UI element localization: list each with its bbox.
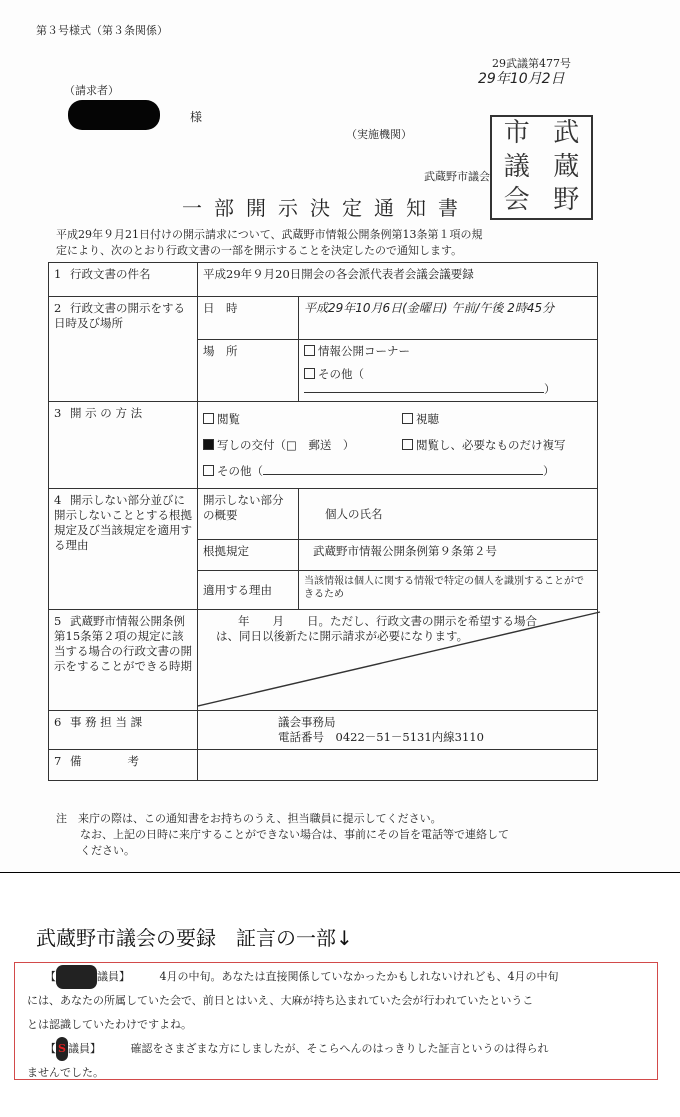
document-subject: 平成29年９月20日開会の各会派代表者会議会議要録	[198, 263, 598, 297]
checked-box-icon	[203, 439, 214, 450]
place-label: 場 所	[198, 340, 299, 402]
seal-char: 野	[553, 185, 580, 216]
redacted-name: S	[56, 1037, 68, 1061]
quote-line: 【 S 議員】 確認をさまざまな方にしましたが、そこらへんのはっきりした証言というのは得られ	[45, 1037, 639, 1061]
implementer-name: 武蔵野市議会	[424, 170, 490, 183]
seal-char: 議	[503, 151, 530, 182]
basis-value: 武蔵野市情報公開条例第９条第２号	[299, 540, 598, 571]
redacted-name	[56, 965, 97, 989]
issue-date: 29年10月2日	[478, 71, 565, 87]
contact-dept: 議会事務局 電話番号 0422－51－5131内線3110	[198, 711, 598, 750]
speaker-2: 議員】	[67, 1042, 101, 1055]
seal-char: 武	[553, 118, 580, 148]
row-label: 5 武蔵野市情報公開条例第15条第２項の規定に該当する場合の行政文書の開示をすることができる時期	[49, 610, 198, 711]
checkbox-icon	[304, 345, 315, 356]
honorific: 様	[190, 110, 203, 124]
period-line-2: は、同日以後新たに開示請求が必要になります。	[216, 629, 469, 643]
nondisclosed-label: 開示しない部分の概要	[198, 489, 299, 540]
note-line-3: ください。	[80, 844, 135, 857]
checkbox-icon	[402, 439, 413, 450]
quote-line: には、あなたの所属していた会で、前日とはいえ、大麻が持ち込まれていた会が行われていたというこ	[27, 994, 534, 1007]
reason-value: 当該情報は個人に関する情報で特定の個人を識別することができるため	[299, 571, 598, 610]
doc-number: 29武議第477号	[492, 57, 571, 70]
form-id: 第３号様式（第３条関係）	[36, 24, 168, 37]
intro-line-1: 平成29年９月21日付けの開示請求について、武蔵野市情報公開条例第13条第１項の規	[56, 228, 483, 241]
table-row	[49, 610, 598, 711]
speaker-1: 議員】	[97, 970, 130, 983]
excerpt-heading: 武蔵野市議会の要録 証言の一部↓	[36, 926, 353, 950]
place-options: 情報公開コーナー その他（）	[299, 340, 598, 402]
table-row	[49, 402, 598, 489]
document-title: 一部開示決定通知書	[182, 196, 470, 220]
seal-char: 蔵	[553, 151, 580, 182]
row-label: 1 行政文書の件名	[49, 263, 198, 297]
disclosure-methods: 閲覧 視聴 写しの交付（□ 郵送 ） 閲覧し、必要なものだけ複写 その他（ ）	[198, 402, 598, 489]
quote-line: ませんでした。	[27, 1066, 104, 1079]
table-row	[49, 263, 598, 297]
row-label: 6 事 務 担 当 課	[49, 711, 198, 750]
checkbox-icon	[203, 413, 214, 424]
basis-label: 根拠規定	[198, 540, 299, 571]
row-label: 4 開示しない部分並びに開示しないこととする根拠規定及び当該規定を適用する理由	[49, 489, 198, 610]
seal-char: 市	[503, 118, 530, 148]
redaction-bar	[68, 100, 160, 130]
note-line-1: 注 来庁の際は、この通知書をお持ちのうえ、担当職員に提示してください。	[56, 812, 442, 825]
official-seal	[490, 115, 593, 220]
strike-line	[198, 610, 602, 710]
seal-char: 会	[503, 185, 530, 216]
row-label: 7 備 考	[49, 750, 198, 781]
notice-table	[48, 262, 598, 781]
datetime-label: 日 時	[198, 297, 299, 340]
quote-line: 【 議員】 4月の中旬。あなたは直接関係していなかったかもしれないけれども、4月の中旬	[45, 965, 639, 989]
table-row	[49, 489, 598, 540]
table-row	[49, 750, 598, 781]
intro-line-2: 定により、次のとおり行政文書の一部を開示することを決定したので通知します。	[56, 244, 463, 257]
remarks-value	[198, 750, 598, 781]
reason-label: 適用する理由	[198, 571, 299, 610]
testimony-excerpt	[14, 962, 658, 1080]
row-label: 2 行政文書の開示をする日時及び場所	[49, 297, 198, 402]
table-row	[49, 711, 598, 750]
checkbox-icon	[203, 465, 214, 476]
datetime-value: 平成29年10月6日(金曜日) 午前/午後 2時45分	[299, 297, 598, 340]
checkbox-icon	[304, 368, 315, 379]
divider	[0, 872, 680, 873]
requester-label: （請求者）	[64, 84, 119, 97]
nondisclosed-value: 個人の氏名	[299, 489, 598, 540]
quote-line: とは認識していたわけですよね。	[27, 1018, 192, 1031]
note-line-2: なお、上記の日時に来庁することができない場合は、事前にその旨を電話等で連絡して	[80, 828, 509, 841]
table-row	[49, 297, 598, 340]
disclosure-period	[198, 610, 598, 711]
row-label: 3 開 示 の 方 法	[49, 402, 198, 489]
checkbox-icon	[402, 413, 413, 424]
implementer-label: （実施機関）	[346, 128, 412, 141]
period-line-1: 年 月 日。ただし、行政文書の開示を希望する場合	[238, 614, 537, 628]
